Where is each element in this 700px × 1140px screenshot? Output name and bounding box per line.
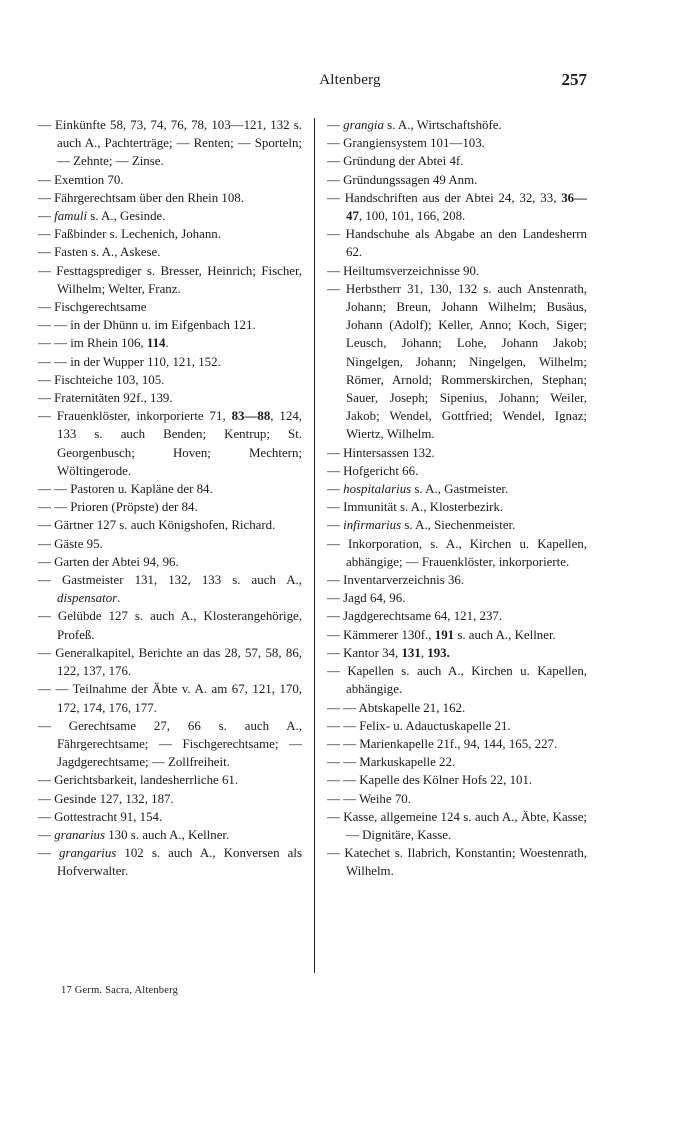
entry-italic-term: hospitalarius bbox=[343, 482, 412, 497]
entry-text: s. A., Siechenmeister. bbox=[401, 518, 516, 533]
index-entry bbox=[38, 826, 302, 844]
entry-text: — Faßbinder s. Lechenich, Johann. bbox=[38, 227, 221, 242]
entry-text: — bbox=[38, 827, 55, 842]
index-entry bbox=[327, 225, 587, 261]
index-entry bbox=[38, 262, 302, 298]
index-entry bbox=[327, 790, 587, 808]
index-entry bbox=[327, 262, 587, 280]
index-entry bbox=[38, 389, 302, 407]
entry-text: — Gastmeister 131, 132, 133 s. auch A., bbox=[38, 573, 302, 588]
index-entry bbox=[327, 607, 587, 625]
index-entry bbox=[327, 717, 587, 735]
entry-bold-ref: 131 bbox=[401, 645, 421, 660]
index-entry bbox=[327, 535, 587, 571]
entry-text: — Heiltumsverzeichnisse 90. bbox=[327, 263, 480, 278]
entry-text: — — im Rhein 106, bbox=[38, 336, 147, 351]
index-entry bbox=[327, 662, 587, 698]
index-entry bbox=[327, 699, 587, 717]
entry-text: — Katechet s. Ilabrich, Konstantin; Woestenrath, Wilhelm. bbox=[327, 846, 587, 879]
entry-italic-term: granarius bbox=[54, 827, 105, 842]
entry-italic-term: grangarius bbox=[59, 846, 117, 861]
entry-text: — Jagdgerechtsame 64, 121, 237. bbox=[327, 609, 503, 624]
entry-text: — Fischteiche 103, 105. bbox=[38, 372, 165, 387]
index-entry bbox=[327, 134, 587, 152]
index-entry bbox=[327, 116, 587, 134]
entry-text: — Kapellen s. auch A., Kirchen u. Kapellen, abhängige. bbox=[327, 664, 587, 697]
index-entry bbox=[38, 243, 302, 261]
entry-italic-term: famuli bbox=[54, 209, 88, 224]
index-entry bbox=[38, 607, 302, 643]
entry-text: . bbox=[117, 591, 121, 606]
index-entry bbox=[327, 808, 587, 844]
column-divider bbox=[314, 118, 315, 973]
index-entry bbox=[38, 516, 302, 534]
entry-text: — Fährgerechtsam über den Rhein 108. bbox=[38, 190, 244, 205]
index-entry bbox=[38, 371, 302, 389]
index-entry bbox=[38, 808, 302, 826]
index-entry bbox=[38, 407, 302, 480]
index-entry bbox=[327, 498, 587, 516]
entry-text: — — in der Wupper 110, 121, 152. bbox=[38, 354, 221, 369]
entry-text: — Jagd 64, 96. bbox=[327, 591, 406, 606]
entry-text: — Kämmerer 130f., bbox=[327, 627, 435, 642]
index-entry bbox=[38, 535, 302, 553]
index-entry bbox=[327, 189, 587, 225]
index-entry bbox=[327, 152, 587, 170]
entry-text: . bbox=[165, 336, 169, 351]
entry-text: 130 s. auch A., Kellner. bbox=[104, 827, 230, 842]
entry-text: — — Teilnahme der Äbte v. A. am 67, 121, 170, 172, 174, 176, 177. bbox=[38, 682, 302, 715]
index-column-right bbox=[327, 116, 587, 881]
index-entry bbox=[327, 171, 587, 189]
index-entry bbox=[38, 571, 302, 607]
entry-text: — Hintersassen 132. bbox=[327, 445, 435, 460]
entry-text: — — Marienkapelle 21f., 94, 144, 165, 227. bbox=[327, 736, 558, 751]
index-entry bbox=[327, 771, 587, 789]
index-entry bbox=[38, 644, 302, 680]
index-entry bbox=[38, 316, 302, 334]
entry-text: — bbox=[327, 482, 344, 497]
entry-text: — bbox=[38, 846, 59, 861]
entry-text: — Generalkapitel, Berichte an das 28, 57, 58, 86, 122, 137, 176. bbox=[38, 645, 302, 679]
index-entry bbox=[38, 298, 302, 316]
entry-text: — — Kapelle des Kölner Hofs 22, 101. bbox=[327, 773, 533, 788]
entry-text: — Grangiensystem 101—103. bbox=[327, 136, 485, 151]
entry-bold-ref: 36—47 bbox=[346, 190, 587, 224]
entry-text: — — Markuskapelle 22. bbox=[327, 755, 456, 770]
index-entry bbox=[38, 717, 302, 772]
entry-text: s. A., Gastmeister. bbox=[411, 482, 509, 497]
entry-text: — Gerechtsame 27, 66 s. auch A., Fährgerechtsame; — Fischgerechtsame; — Jagdgerechtsame; — Zollfreiheit. bbox=[38, 718, 302, 770]
entry-text: — — in der Dhünn u. im Eifgenbach 121. bbox=[38, 318, 256, 333]
index-entry bbox=[327, 644, 587, 662]
index-entry bbox=[38, 553, 302, 571]
entry-text: — Handschriften aus der Abtei 24, 32, 33, bbox=[327, 190, 562, 205]
entry-text: — Kasse, allgemeine 124 s. auch A., Äbte, Kasse; — Dignitäre, Kasse. bbox=[327, 809, 587, 842]
entry-text: — — Pastoren u. Kapläne der 84. bbox=[38, 482, 213, 497]
page-header bbox=[0, 72, 700, 94]
entry-text: , 100, 101, 166, 208. bbox=[358, 209, 466, 224]
entry-text: — Fischgerechtsame bbox=[38, 300, 147, 315]
entry-text: — Gottestracht 91, 154. bbox=[38, 809, 163, 824]
index-entry bbox=[327, 516, 587, 534]
entry-text: — Gesinde 127, 132, 187. bbox=[38, 791, 174, 806]
index-entry bbox=[38, 771, 302, 789]
entry-text: — Gärtner 127 s. auch Königshofen, Richard. bbox=[38, 518, 276, 533]
index-entry bbox=[38, 353, 302, 371]
entry-text: s. auch A., Kellner. bbox=[454, 627, 556, 642]
entry-text: — Gründung der Abtei 4f. bbox=[327, 154, 464, 169]
entry-text: — Einkünfte 58, 73, 74, 76, 78, 103—121, 132 s. auch A., Pachterträge; — Renten; — Sporteln; — Zehnte; — Zinse. bbox=[38, 118, 302, 169]
entry-text: — Gerichtsbarkeit, landesherrliche 61. bbox=[38, 773, 239, 788]
entry-text: — Handschuhe als Abgabe an den Landesherrn 62. bbox=[327, 227, 587, 260]
index-entry bbox=[38, 116, 302, 171]
entry-text: — Herbstherr 31, 130, 132 s. auch Anstenrath, Johann; Breun, Johann Wilhelm; Busäus, Johann (Adolf); Keller, Anno; Koch, Siger; Leusch, Johann; Lohe, Johann Jakob; Ningelgen, Johann; Ningelgen, Wilhelm; Römer, Arnold; Rommerskirchen, Stephan; Sauer, Joseph; Sipenius, Johann; Weiler, Jakob; Wendel, Gottfried; Wendel, Ignaz; Wiertz, Wilhelm. bbox=[327, 281, 587, 442]
entry-bold-ref: 114 bbox=[146, 336, 166, 351]
entry-italic-term: grangia bbox=[343, 118, 384, 132]
entry-bold-ref: 83—88 bbox=[231, 409, 271, 424]
index-entry bbox=[327, 753, 587, 771]
index-entry bbox=[38, 207, 302, 225]
index-entry bbox=[327, 844, 587, 880]
entry-text: — — Felix- u. Adauctuskapelle 21. bbox=[327, 718, 511, 733]
entry-text: — Fraternitäten 92f., 139. bbox=[38, 391, 173, 406]
index-entry bbox=[38, 225, 302, 243]
entry-text: , bbox=[420, 645, 428, 660]
entry-text: 102 s. auch A., Konversen als Hofverwalter. bbox=[57, 846, 302, 879]
index-entry bbox=[327, 280, 587, 444]
index-entry bbox=[38, 480, 302, 498]
index-entry bbox=[38, 790, 302, 808]
index-entry bbox=[327, 480, 587, 498]
entry-text: — Festtagsprediger s. Bresser, Heinrich; Fischer, Wilhelm; Welter, Franz. bbox=[38, 263, 302, 296]
sheet-signature: 17 Germ. Sacra, Altenberg bbox=[61, 985, 179, 996]
index-entry bbox=[327, 735, 587, 753]
entry-text: — bbox=[327, 118, 344, 132]
index-entry bbox=[327, 589, 587, 607]
entry-bold-ref: 191 bbox=[434, 627, 455, 642]
entry-text: — — Prioren (Pröpste) der 84. bbox=[38, 500, 198, 515]
index-entry bbox=[38, 680, 302, 716]
entry-bold-ref: 193. bbox=[427, 645, 450, 660]
index-entry bbox=[38, 334, 302, 352]
entry-text: — — Weihe 70. bbox=[327, 791, 411, 806]
entry-text: — bbox=[327, 518, 344, 533]
index-entry bbox=[38, 498, 302, 516]
index-entry bbox=[38, 171, 302, 189]
entry-italic-term: infirmarius bbox=[343, 518, 402, 533]
entry-text: — Inventarverzeichnis 36. bbox=[327, 573, 465, 588]
entry-text: — Immunität s. A., Klosterbezirk. bbox=[327, 500, 504, 515]
entry-text: s. A., Wirtschaftshöfe. bbox=[383, 118, 502, 132]
index-entry bbox=[327, 571, 587, 589]
index-entry bbox=[327, 626, 587, 644]
index-column-left bbox=[38, 116, 302, 881]
entry-text: — Gäste 95. bbox=[38, 536, 103, 551]
index-entry bbox=[327, 444, 587, 462]
index-entry bbox=[327, 462, 587, 480]
running-title: Altenberg bbox=[319, 72, 381, 88]
entry-text: — Fasten s. A., Askese. bbox=[38, 245, 161, 260]
entry-text: — Hofgericht 66. bbox=[327, 463, 419, 478]
page-number: 257 bbox=[561, 70, 587, 89]
entry-text: — — Abtskapelle 21, 162. bbox=[327, 700, 466, 715]
entry-text: , 124, 133 s. auch Benden; Kentrup; St. Georgenbusch; Hoven; Mechtern; Wöltingerode. bbox=[57, 409, 302, 478]
entry-italic-term: dispensator bbox=[57, 591, 118, 606]
index-entry bbox=[38, 844, 302, 880]
entry-text: — Garten der Abtei 94, 96. bbox=[38, 554, 179, 569]
entry-text: s. A., Gesinde. bbox=[87, 209, 166, 224]
entry-text: — bbox=[38, 209, 55, 224]
entry-text: — Gelübde 127 s. auch A., Klosterangehörige, Profeß. bbox=[38, 609, 302, 642]
entry-text: — Exemtion 70. bbox=[38, 172, 124, 187]
index-entry bbox=[38, 189, 302, 207]
entry-text: — Kantor 34, bbox=[327, 645, 402, 660]
entry-text: — Inkorporation, s. A., Kirchen u. Kapellen, abhängige; — Frauenklöster, inkorporierte. bbox=[327, 536, 587, 569]
entry-text: — Gründungssagen 49 Anm. bbox=[327, 172, 478, 187]
entry-text: — Frauenklöster, inkorporierte 71, bbox=[38, 409, 232, 424]
